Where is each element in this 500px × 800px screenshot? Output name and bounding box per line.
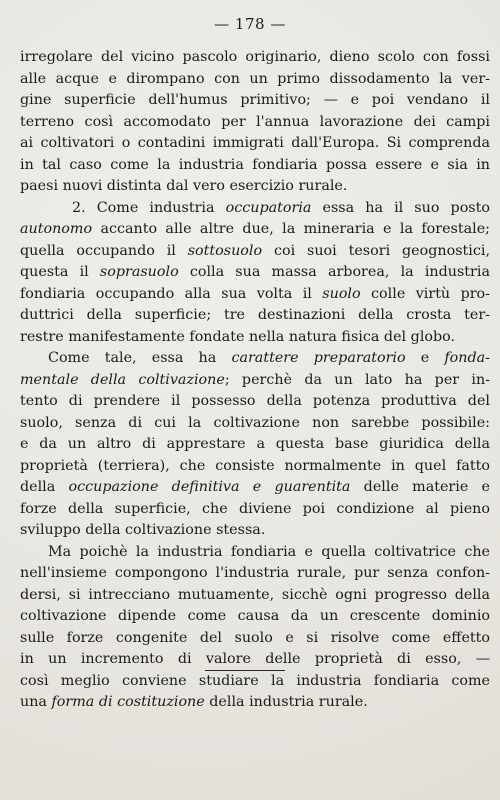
text-line: della occupazione definitiva e guarentita delle materie e [20, 479, 491, 495]
text-line: irregolare del vicino pascolo originario, dieno scolo con fossi [20, 49, 490, 65]
text-line: Come tale, essa ha carattere preparatorio e fonda- [48, 350, 490, 366]
text-line: forze della superficie, che diviene poi condizione al pieno [20, 500, 490, 517]
page-number: — 178 — [214, 15, 286, 33]
text-line: gine superficie dell'humus primitivo; — e poi vendano il [20, 92, 490, 108]
text-line: mentale della coltivazione; perchè da un lato ha per in- [20, 371, 490, 388]
text-line: così meglio conviene studiare la industria fondiaria come [20, 672, 490, 689]
text-line: ai coltivatori o contadini immigrati dall'Europa. Si comprenda [20, 135, 490, 151]
text-line: Ma poichè la industria fondiaria e quella coltivatrice che [48, 543, 490, 560]
text-line: dersi, si intrecciano mutuamente, sicchè ogni progresso della [20, 586, 490, 603]
text-line: in tal caso come la industria fondiaria possa essere e sia in [20, 156, 490, 173]
text-line: questa il soprasuolo colla sua massa arborea, la industria [20, 264, 490, 280]
section-divider-rule [205, 670, 285, 671]
body-text [20, 47, 490, 714]
text-line: alle acque e dirompano con un primo dissodamento la ver- [20, 70, 490, 87]
text-line: terreno così accomodato per l'annua lavorazione dei campi [20, 113, 490, 130]
text-line: tento di prendere il possesso della potenza produttiva del [20, 393, 490, 409]
text-line: quella occupando il sottosuolo coi suoi tesori geognostici, [20, 242, 490, 259]
text-line: in un incremento di valore delle proprietà di esso, — [20, 651, 490, 667]
text-line: sviluppo della coltivazione stessa. [20, 522, 266, 538]
text-line: restre manifestamente fondate nella natura fisica del globo. [20, 328, 456, 345]
text-line: coltivazione dipende come causa da un crescente dominio [20, 608, 490, 624]
text-line: sulle forze congenite del suolo e si risolve come effetto [20, 629, 490, 646]
text-line: proprietà (terriera), che consiste normalmente in quel fatto [20, 457, 490, 474]
text-line: duttrici della superficie; tre destinazioni della crosta ter- [20, 307, 490, 323]
text-line: fondiaria occupando alla sua volta il suolo colle virtù pro- [20, 285, 490, 302]
text-line: una forma di costituzione della industria rurale. [20, 694, 368, 710]
text-line: nell'insieme compongono l'industria rurale, pur senza confon- [20, 565, 490, 581]
text-line: 2. Come industria occupatoria essa ha il suo posto [72, 199, 490, 216]
text-line: e da un altro di apprestare a questa base giuridica della [20, 436, 490, 452]
text-line: suolo, senza di cui la coltivazione non sarebbe possibile: [20, 414, 490, 431]
text-line: paesi nuovi distinta dal vero esercizio rurale. [20, 178, 348, 194]
text-line: autonomo accanto alle altre due, la mineraria e la forestale; [20, 221, 490, 237]
